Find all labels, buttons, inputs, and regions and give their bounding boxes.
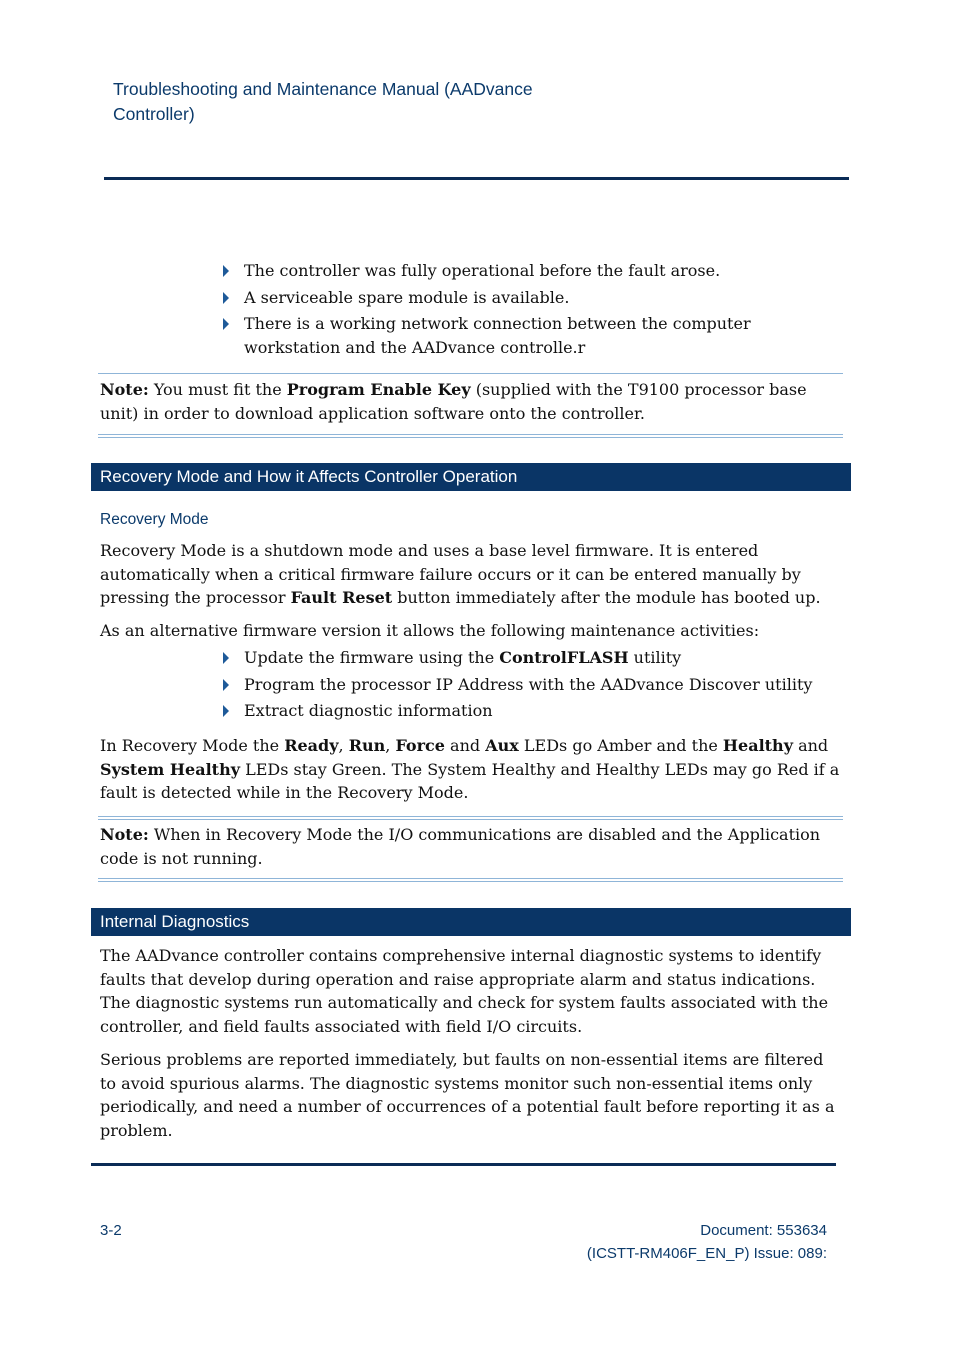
program-enable-key-term: Program Enable Key (286, 380, 471, 399)
bullet-arrow-icon (223, 292, 229, 304)
note-top-rule (98, 373, 843, 374)
list-item (222, 312, 832, 359)
paragraph-diagnostics-filtering: Serious problems are reported immediately, but faults on non-essential items are filtered to avoid spurious alarms. The diagnostic systems monitor such non-essential items only periodically, and need a number of occurrences of a potential fault before reporting it as a problem. (100, 1050, 835, 1140)
list-item-text: Update the firmware using the (244, 648, 500, 667)
list-item-text: Extract diagnostic information (244, 701, 493, 720)
paragraph-led-states (100, 734, 842, 805)
intro-bullet-list (222, 259, 832, 359)
paragraph-diagnostics-overview: The AADvance controller contains comprehensive internal diagnostic systems to identify faults that develop during operation and raise appropriate alarm and status indications. The diagnostic systems run automatically and check for system faults associated with the controller, and field faults associated with field I/O circuits. (100, 946, 829, 1036)
document-issue: (ICSTT-RM406F_EN_P) Issue: 089: (586, 1245, 827, 1262)
paragraph-text: Recovery Mode is a shutdown mode and uses a base level firmware. It is entered automatically when a critical firmware failure occurs or it can be entered manually by pressing the processor (100, 541, 801, 607)
paragraph-text: LEDs stay Green. The System Healthy and Healthy LEDs may go Red if a fault is detected while in the Recovery Mode. (100, 759, 840, 802)
list-item (222, 699, 832, 723)
paragraph-text: , (385, 736, 396, 755)
paragraph-text: LEDs go Amber and the (518, 736, 723, 755)
subheading-recovery-mode: Recovery Mode (100, 511, 209, 528)
list-item-text: The controller was fully operational before the fault arose. (244, 261, 721, 280)
page-number: 3-2 (100, 1222, 122, 1239)
list-item-text: A serviceable spare module is available. (244, 287, 570, 307)
section-heading-recovery-mode: Recovery Mode and How it Affects Controller Operation (91, 463, 851, 491)
header-divider (104, 177, 849, 180)
force-led-term: Force (395, 736, 445, 755)
paragraph-text: and (444, 736, 486, 755)
note-bottom-rule (98, 878, 843, 882)
list-item (222, 673, 832, 697)
bullet-arrow-icon (223, 679, 229, 691)
document-number: Document: 553634 (700, 1222, 827, 1239)
note-text: When in Recovery Mode the I/O communications are disabled and the Application code is not running. (100, 825, 821, 868)
note-label: Note: (100, 825, 149, 844)
document-title-line2: Controller) (113, 104, 195, 124)
note-text: You must fit the (148, 380, 287, 399)
list-item-text: utility (628, 648, 682, 667)
maintenance-bullet-list (222, 646, 832, 723)
ready-led-term: Ready (284, 736, 339, 755)
run-led-term: Run (348, 736, 386, 755)
fault-reset-term: Fault Reset (290, 588, 393, 607)
document-title (113, 77, 583, 127)
note-bottom-rule (98, 434, 843, 438)
list-item (222, 646, 832, 670)
list-item-text: Program the processor IP Address with the AADvance Discover utility (244, 674, 813, 694)
bullet-arrow-icon (223, 318, 229, 330)
list-item (222, 286, 832, 310)
footer-divider (91, 1163, 836, 1166)
list-item-text: There is a working network connection between the computer workstation and the AADvance controlle.r (244, 314, 751, 357)
note-top-rule (98, 816, 843, 820)
document-title-line1: Troubleshooting and Maintenance Manual (AADvance (113, 79, 533, 99)
note-label: Note: (100, 380, 149, 399)
bullet-arrow-icon (223, 652, 229, 664)
note-text: (supplied with the T9100 processor base unit) in order to download application software onto the controller. (100, 380, 807, 423)
note-io-disabled (100, 823, 842, 870)
paragraph-text: , (338, 736, 349, 755)
list-item (222, 259, 832, 283)
paragraph-text: In Recovery Mode the (100, 736, 285, 755)
note-program-enable-key (100, 378, 835, 425)
system-healthy-led-term: System Healthy (100, 759, 240, 779)
bullet-arrow-icon (223, 705, 229, 717)
paragraph-text: button immediately after the module has booted up. (392, 588, 821, 607)
paragraph-text: and (792, 736, 829, 755)
aux-led-term: Aux (485, 736, 519, 755)
document-reference (560, 1219, 827, 1265)
paragraph-recovery-mode-intro (100, 539, 842, 610)
controlflash-term: ControlFLASH (499, 648, 629, 667)
paragraph-maintenance-activities: As an alternative firmware version it allows the following maintenance activities: (100, 621, 760, 640)
bullet-arrow-icon (223, 265, 229, 277)
healthy-led-term: Healthy (722, 736, 793, 755)
section-heading-internal-diagnostics: Internal Diagnostics (91, 908, 851, 936)
